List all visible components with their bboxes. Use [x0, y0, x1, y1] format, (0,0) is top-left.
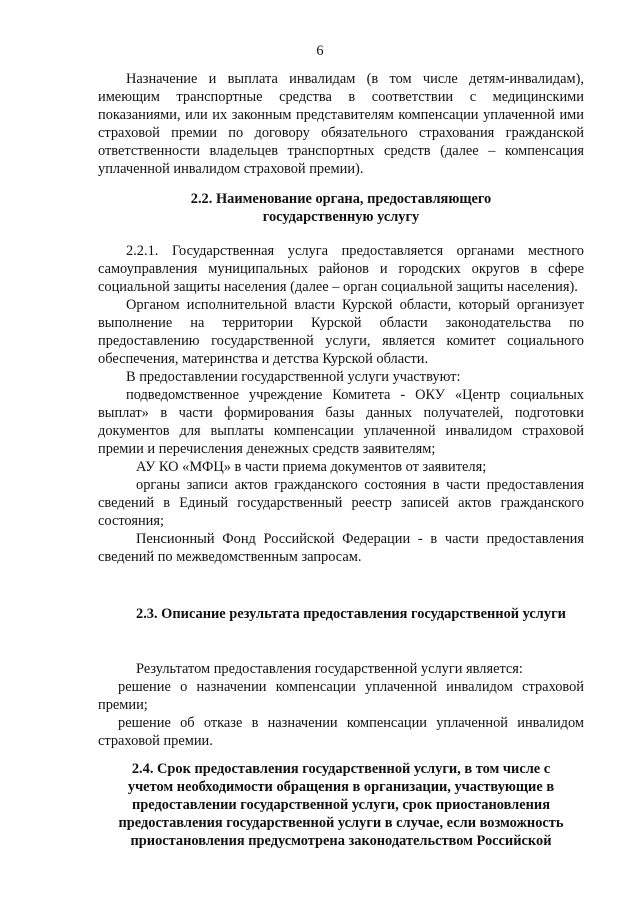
section-2-2-body	[98, 242, 584, 566]
intro-paragraph: Назначение и выплата инвалидам (в том числе детям-инвалидам), имеющим транспортные средства в соответствии с медицинскими показаниями, или их законным представителям компенсации уплаченной ими страховой премии по договору обязательного страхования гражданской ответственности владельцев транспортных средств (далее – компенсация уплаченной инвалидом страховой премии).	[98, 71, 584, 177]
section-2-2-heading	[98, 190, 584, 226]
section-2-2-heading-line2: государственную услугу	[262, 209, 420, 225]
section-2-2-p5: АУ КО «МФЦ» в части приема документов от заявителя;	[136, 459, 487, 475]
section-2-3-p1: Результатом предоставления государственной услуги является:	[136, 661, 523, 677]
section-2-2-p2: Органом исполнительной власти Курской области, который организует выполнение на территории Курской области законодательства по предоставлению государственной услуги, является комитет социального обеспечения, материнства и детства Курской области.	[98, 297, 584, 367]
section-2-4-heading-line4: предоставления государственной услуги в случае, если возможность	[118, 815, 564, 831]
section-2-4-heading	[98, 760, 584, 850]
section-2-3-heading	[98, 605, 584, 623]
section-2-4-heading-line2: учетом необходимости обращения в организации, участвующие в	[127, 779, 555, 795]
intro-paragraph-block	[98, 70, 584, 178]
section-2-4-heading-line3: предоставлении государственной услуги, срок приостановления	[132, 797, 550, 813]
section-2-2-p6: органы записи актов гражданского состояния в части предоставления сведений в Единый государственный реестр записей актов гражданского состояния;	[98, 477, 584, 529]
section-2-3-heading-text: 2.3. Описание результата предоставления государственной услуги	[136, 606, 566, 622]
section-2-3-body	[98, 660, 584, 750]
section-2-2-p4: подведомственное учреждение Комитета - ОКУ «Центр социальных выплат» в части формирования базы данных получателей, подготовки документов для выплаты компенсации уплаченной инвалидом страховой премии и перечисления денежных средств заявителям;	[98, 387, 584, 457]
section-2-3-p3: решение об отказе в назначении компенсации уплаченной инвалидом страховой премии.	[98, 715, 584, 749]
section-2-4-heading-line1: 2.4. Срок предоставления государственной услуги, в том числе с	[131, 761, 551, 777]
section-2-2-p1: 2.2.1. Государственная услуга предоставляется органами местного самоуправления муниципальных районов и городских округов в сфере социальной защиты населения (далее – орган социальной защиты населения).	[98, 243, 584, 295]
section-2-4-heading-line5: приостановления предусмотрена законодательством Российской	[130, 833, 552, 849]
section-2-3-p2: решение о назначении компенсации уплаченной инвалидом страховой премии;	[98, 679, 584, 713]
section-2-2-p7: Пенсионный Фонд Российской Федерации - в части предоставления сведений по межведомственным запросам.	[98, 531, 584, 565]
section-2-2-heading-line1: 2.2. Наименование органа, предоставляющего	[190, 191, 492, 207]
page-number: 6	[316, 43, 324, 59]
section-2-2-p3: В предоставлении государственной услуги участвуют:	[126, 369, 461, 385]
